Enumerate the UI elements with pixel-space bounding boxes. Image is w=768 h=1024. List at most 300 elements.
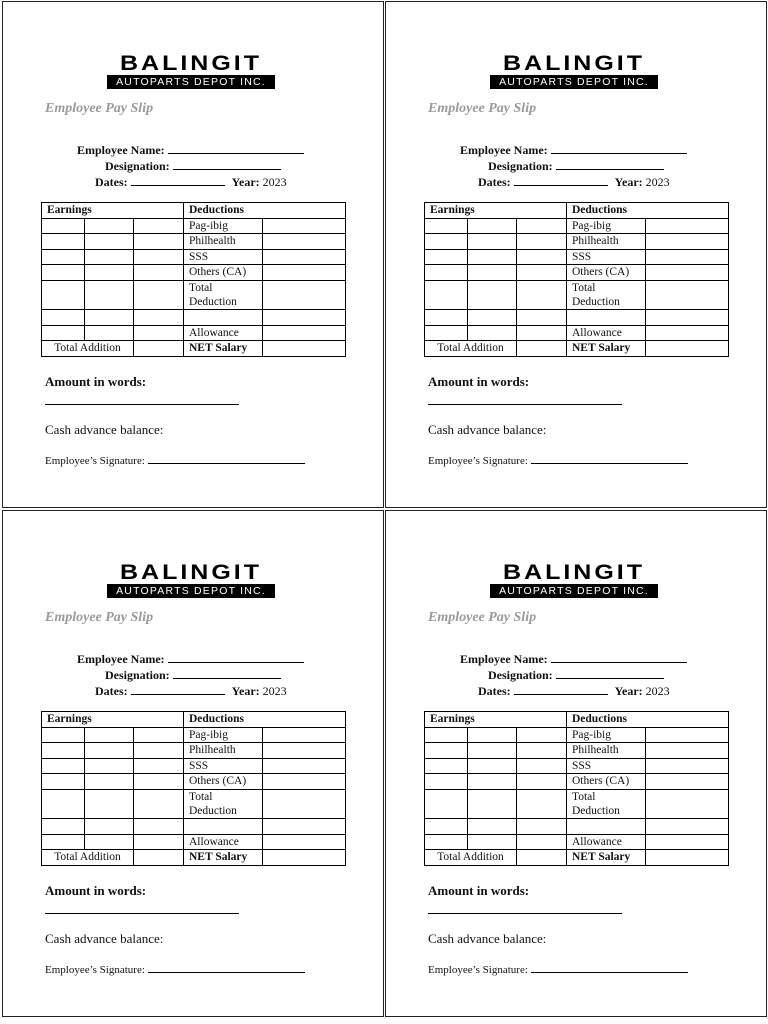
year-label: Year: xyxy=(614,684,643,698)
table-cell[interactable] xyxy=(263,341,346,357)
table-cell[interactable] xyxy=(263,758,346,774)
signature-label: Employee’s Signature: xyxy=(45,455,145,467)
signature-field xyxy=(428,963,688,976)
table-cell[interactable] xyxy=(468,834,517,850)
dates-field xyxy=(95,174,287,190)
table-row xyxy=(42,789,346,818)
employee-name-blank[interactable] xyxy=(168,651,304,663)
cash-advance-label: Cash advance balance: xyxy=(45,422,164,437)
earnings-header: Earnings xyxy=(42,712,184,728)
table-cell[interactable] xyxy=(85,818,134,834)
table-cell[interactable] xyxy=(517,789,567,818)
table-cell[interactable] xyxy=(42,774,85,790)
deductions-header: Deductions xyxy=(184,203,346,219)
table-row xyxy=(425,309,729,325)
total-addition-label: Total Addition xyxy=(425,850,517,866)
signature-blank[interactable] xyxy=(531,963,688,973)
table-cell[interactable] xyxy=(646,309,729,325)
signature-field xyxy=(45,963,305,976)
earnings-header: Earnings xyxy=(42,203,184,219)
table-cell[interactable] xyxy=(646,818,729,834)
table-cell[interactable] xyxy=(646,727,729,743)
table-cell[interactable] xyxy=(468,789,517,818)
table-row xyxy=(425,774,729,790)
year-label: Year: xyxy=(614,175,643,189)
table-row xyxy=(42,234,346,250)
designation-blank[interactable] xyxy=(556,667,664,679)
table-cell[interactable] xyxy=(646,834,729,850)
total-addition-label: Total Addition xyxy=(425,341,517,357)
table-cell[interactable] xyxy=(42,834,85,850)
table-cell[interactable] xyxy=(517,743,567,759)
table-cell[interactable] xyxy=(517,850,567,866)
table-cell[interactable] xyxy=(425,234,468,250)
table-cell[interactable] xyxy=(85,789,134,818)
logo-brand: BALINGIT xyxy=(502,560,646,585)
table-row xyxy=(42,774,346,790)
table-cell[interactable] xyxy=(263,818,346,834)
table-cell[interactable] xyxy=(468,309,517,325)
table-row xyxy=(425,203,729,219)
total-deduction-line1: Total xyxy=(572,790,596,803)
year-label: Year: xyxy=(231,684,260,698)
table-cell[interactable] xyxy=(85,774,134,790)
table-cell[interactable] xyxy=(134,341,184,357)
table-cell[interactable] xyxy=(263,325,346,341)
pay-slip-4 xyxy=(385,510,767,1017)
table-cell[interactable] xyxy=(85,234,134,250)
table-row xyxy=(425,265,729,281)
table-cell[interactable] xyxy=(468,774,517,790)
designation-label: Designation: xyxy=(105,159,170,173)
slip-title: Employee Pay Slip xyxy=(428,610,537,625)
table-cell[interactable] xyxy=(42,249,85,265)
logo-brand: BALINGIT xyxy=(119,560,263,585)
total-addition-label: Total Addition xyxy=(42,850,134,866)
table-row xyxy=(425,249,729,265)
table-row xyxy=(425,218,729,234)
year-value: 2023 xyxy=(645,684,670,698)
net-salary-label: NET Salary xyxy=(567,341,646,357)
table-cell[interactable] xyxy=(134,265,184,281)
employee-name-label: Employee Name: xyxy=(77,143,165,157)
table-cell[interactable] xyxy=(468,280,517,309)
total-deduction-line1: Total xyxy=(572,281,596,294)
table-cell[interactable] xyxy=(646,789,729,818)
table-row xyxy=(42,280,346,309)
allowance-label: Allowance xyxy=(567,834,646,850)
table-row xyxy=(425,325,729,341)
employee-name-field xyxy=(460,142,687,158)
company-logo xyxy=(107,560,275,598)
total-deduction-line2: Deduction xyxy=(572,804,620,817)
table-cell[interactable] xyxy=(85,325,134,341)
table-cell[interactable] xyxy=(184,309,263,325)
employee-name-field xyxy=(77,651,304,667)
table-cell[interactable] xyxy=(134,309,184,325)
amount-in-words-line[interactable] xyxy=(45,913,239,914)
logo-subtitle: AUTOPARTS DEPOT INC. xyxy=(490,75,658,89)
table-cell[interactable] xyxy=(42,234,85,250)
dates-field xyxy=(478,174,670,190)
table-cell[interactable] xyxy=(517,834,567,850)
table-cell[interactable] xyxy=(425,789,468,818)
designation-label: Designation: xyxy=(488,159,553,173)
table-cell[interactable] xyxy=(134,280,184,309)
pay-table xyxy=(424,202,729,357)
table-cell[interactable] xyxy=(42,727,85,743)
pay-slip-1 xyxy=(2,1,384,508)
table-cell[interactable] xyxy=(134,743,184,759)
allowance-label: Allowance xyxy=(184,834,263,850)
table-row xyxy=(425,341,729,357)
company-logo xyxy=(107,51,275,89)
total-deduction-line1: Total xyxy=(189,790,213,803)
deduction-pagibig-label: Pag-ibig xyxy=(567,727,646,743)
table-cell[interactable] xyxy=(425,743,468,759)
table-cell[interactable] xyxy=(517,774,567,790)
table-cell[interactable] xyxy=(134,834,184,850)
net-salary-label: NET Salary xyxy=(184,341,263,357)
allowance-label: Allowance xyxy=(567,325,646,341)
table-row xyxy=(42,758,346,774)
table-cell[interactable] xyxy=(646,774,729,790)
deductions-header: Deductions xyxy=(567,712,729,728)
year-label: Year: xyxy=(231,175,260,189)
table-cell[interactable] xyxy=(134,218,184,234)
table-cell[interactable] xyxy=(425,727,468,743)
signature-blank[interactable] xyxy=(531,454,688,464)
table-row xyxy=(425,818,729,834)
table-cell[interactable] xyxy=(134,850,184,866)
table-cell[interactable] xyxy=(425,834,468,850)
table-cell[interactable] xyxy=(85,280,134,309)
table-cell[interactable] xyxy=(263,774,346,790)
company-logo xyxy=(490,560,658,598)
slip-title: Employee Pay Slip xyxy=(45,610,154,625)
table-cell[interactable] xyxy=(85,758,134,774)
dates-blank[interactable] xyxy=(131,174,225,186)
total-deduction-label xyxy=(184,280,263,309)
dates-field xyxy=(95,683,287,699)
table-cell[interactable] xyxy=(134,727,184,743)
table-cell[interactable] xyxy=(42,789,85,818)
signature-blank[interactable] xyxy=(148,963,305,973)
dates-label: Dates: xyxy=(95,175,128,189)
table-cell[interactable] xyxy=(263,850,346,866)
amount-in-words-line[interactable] xyxy=(45,404,239,405)
table-row xyxy=(42,743,346,759)
net-salary-label: NET Salary xyxy=(184,850,263,866)
table-cell[interactable] xyxy=(134,774,184,790)
earnings-header: Earnings xyxy=(425,203,567,219)
table-cell[interactable] xyxy=(425,818,468,834)
total-deduction-line2: Deduction xyxy=(572,295,620,308)
table-cell[interactable] xyxy=(42,218,85,234)
table-cell[interactable] xyxy=(425,325,468,341)
table-cell[interactable] xyxy=(517,218,567,234)
table-row xyxy=(425,727,729,743)
amount-in-words-line[interactable] xyxy=(428,404,622,405)
dates-blank[interactable] xyxy=(514,683,608,695)
total-deduction-line2: Deduction xyxy=(189,804,237,817)
table-cell[interactable] xyxy=(42,758,85,774)
table-row xyxy=(42,341,346,357)
table-cell[interactable] xyxy=(134,325,184,341)
table-cell[interactable] xyxy=(85,265,134,281)
table-cell[interactable] xyxy=(567,818,646,834)
table-row xyxy=(42,818,346,834)
table-cell[interactable] xyxy=(468,325,517,341)
employee-name-blank[interactable] xyxy=(168,142,304,154)
deduction-philhealth-label: Philhealth xyxy=(184,743,263,759)
table-cell[interactable] xyxy=(134,234,184,250)
deduction-philhealth-label: Philhealth xyxy=(567,234,646,250)
signature-blank[interactable] xyxy=(148,454,305,464)
table-cell[interactable] xyxy=(425,758,468,774)
table-cell[interactable] xyxy=(468,234,517,250)
deduction-others-label: Others (CA) xyxy=(567,774,646,790)
table-cell[interactable] xyxy=(468,743,517,759)
deductions-header: Deductions xyxy=(184,712,346,728)
year-value: 2023 xyxy=(262,684,287,698)
table-cell[interactable] xyxy=(134,249,184,265)
table-cell[interactable] xyxy=(646,743,729,759)
table-row xyxy=(425,234,729,250)
table-cell[interactable] xyxy=(468,218,517,234)
table-cell[interactable] xyxy=(134,758,184,774)
table-row xyxy=(42,834,346,850)
table-cell[interactable] xyxy=(646,218,729,234)
table-row xyxy=(42,249,346,265)
year-value: 2023 xyxy=(262,175,287,189)
table-cell[interactable] xyxy=(646,325,729,341)
total-deduction-label xyxy=(184,789,263,818)
table-cell[interactable] xyxy=(263,727,346,743)
table-cell[interactable] xyxy=(517,758,567,774)
table-cell[interactable] xyxy=(42,280,85,309)
pay-slip-2 xyxy=(385,1,767,508)
designation-label: Designation: xyxy=(105,668,170,682)
table-cell[interactable] xyxy=(517,727,567,743)
signature-field xyxy=(45,454,305,467)
table-cell[interactable] xyxy=(425,280,468,309)
employee-name-label: Employee Name: xyxy=(460,652,548,666)
logo-brand: BALINGIT xyxy=(502,51,646,76)
amount-in-words-label: Amount in words: xyxy=(45,883,147,898)
table-cell[interactable] xyxy=(425,249,468,265)
table-row xyxy=(425,758,729,774)
table-row xyxy=(42,265,346,281)
table-cell[interactable] xyxy=(468,265,517,281)
cash-advance-label: Cash advance balance: xyxy=(428,422,547,437)
designation-field xyxy=(105,158,281,174)
table-cell[interactable] xyxy=(425,309,468,325)
table-cell[interactable] xyxy=(263,309,346,325)
table-cell[interactable] xyxy=(646,265,729,281)
deduction-sss-label: SSS xyxy=(567,758,646,774)
table-row xyxy=(425,850,729,866)
total-addition-label: Total Addition xyxy=(42,341,134,357)
table-cell[interactable] xyxy=(263,280,346,309)
company-logo xyxy=(490,51,658,89)
designation-blank[interactable] xyxy=(173,158,281,170)
deduction-sss-label: SSS xyxy=(184,758,263,774)
table-cell[interactable] xyxy=(263,218,346,234)
earnings-header: Earnings xyxy=(425,712,567,728)
designation-field xyxy=(105,667,281,683)
employee-name-field xyxy=(460,651,687,667)
deduction-others-label: Others (CA) xyxy=(184,774,263,790)
logo-brand: BALINGIT xyxy=(119,51,263,76)
table-cell[interactable] xyxy=(85,727,134,743)
deduction-others-label: Others (CA) xyxy=(184,265,263,281)
table-row xyxy=(425,712,729,728)
table-row xyxy=(425,743,729,759)
table-cell[interactable] xyxy=(646,249,729,265)
cash-advance-label: Cash advance balance: xyxy=(45,931,164,946)
table-cell[interactable] xyxy=(263,834,346,850)
table-cell[interactable] xyxy=(184,818,263,834)
designation-field xyxy=(488,158,664,174)
deduction-philhealth-label: Philhealth xyxy=(567,743,646,759)
pay-slip-3 xyxy=(2,510,384,1017)
table-cell[interactable] xyxy=(646,850,729,866)
table-cell[interactable] xyxy=(468,758,517,774)
table-cell[interactable] xyxy=(42,743,85,759)
table-cell[interactable] xyxy=(134,818,184,834)
table-cell[interactable] xyxy=(517,280,567,309)
employee-name-label: Employee Name: xyxy=(77,652,165,666)
deduction-others-label: Others (CA) xyxy=(567,265,646,281)
employee-name-blank[interactable] xyxy=(551,651,687,663)
table-cell[interactable] xyxy=(42,265,85,281)
signature-label: Employee’s Signature: xyxy=(428,964,528,976)
signature-field xyxy=(428,454,688,467)
table-cell[interactable] xyxy=(468,818,517,834)
year-value: 2023 xyxy=(645,175,670,189)
total-deduction-label xyxy=(567,280,646,309)
table-cell[interactable] xyxy=(517,818,567,834)
amount-in-words-label: Amount in words: xyxy=(428,374,530,389)
designation-field xyxy=(488,667,664,683)
table-cell[interactable] xyxy=(263,789,346,818)
table-cell[interactable] xyxy=(517,234,567,250)
table-cell[interactable] xyxy=(646,280,729,309)
deduction-sss-label: SSS xyxy=(184,249,263,265)
dates-label: Dates: xyxy=(478,175,511,189)
logo-subtitle: AUTOPARTS DEPOT INC. xyxy=(107,584,275,598)
signature-label: Employee’s Signature: xyxy=(45,964,145,976)
pay-table xyxy=(41,711,346,866)
table-cell[interactable] xyxy=(517,249,567,265)
table-cell[interactable] xyxy=(85,309,134,325)
deduction-pagibig-label: Pag-ibig xyxy=(184,218,263,234)
table-cell[interactable] xyxy=(85,834,134,850)
table-row xyxy=(425,789,729,818)
table-cell[interactable] xyxy=(646,758,729,774)
table-cell[interactable] xyxy=(468,249,517,265)
amount-in-words-label: Amount in words: xyxy=(45,374,147,389)
table-cell[interactable] xyxy=(567,309,646,325)
dates-field xyxy=(478,683,670,699)
table-row xyxy=(42,309,346,325)
signature-label: Employee’s Signature: xyxy=(428,455,528,467)
table-cell[interactable] xyxy=(85,249,134,265)
table-cell[interactable] xyxy=(517,309,567,325)
table-row xyxy=(425,834,729,850)
table-cell[interactable] xyxy=(85,218,134,234)
slip-title: Employee Pay Slip xyxy=(428,101,537,116)
table-cell[interactable] xyxy=(42,325,85,341)
table-cell[interactable] xyxy=(517,325,567,341)
table-cell[interactable] xyxy=(134,789,184,818)
table-cell[interactable] xyxy=(42,818,85,834)
designation-label: Designation: xyxy=(488,668,553,682)
table-cell[interactable] xyxy=(517,265,567,281)
table-row xyxy=(42,218,346,234)
table-cell[interactable] xyxy=(425,265,468,281)
pay-table xyxy=(41,202,346,357)
pay-table xyxy=(424,711,729,866)
dates-blank[interactable] xyxy=(514,174,608,186)
table-row xyxy=(42,850,346,866)
logo-subtitle: AUTOPARTS DEPOT INC. xyxy=(107,75,275,89)
deduction-pagibig-label: Pag-ibig xyxy=(567,218,646,234)
table-cell[interactable] xyxy=(646,341,729,357)
deduction-pagibig-label: Pag-ibig xyxy=(184,727,263,743)
deductions-header: Deductions xyxy=(567,203,729,219)
table-cell[interactable] xyxy=(517,341,567,357)
table-row xyxy=(425,280,729,309)
table-cell[interactable] xyxy=(646,234,729,250)
total-deduction-line1: Total xyxy=(189,281,213,294)
designation-blank[interactable] xyxy=(556,158,664,170)
table-row xyxy=(42,325,346,341)
employee-name-blank[interactable] xyxy=(551,142,687,154)
dates-label: Dates: xyxy=(478,684,511,698)
table-cell[interactable] xyxy=(263,249,346,265)
employee-name-label: Employee Name: xyxy=(460,143,548,157)
table-cell[interactable] xyxy=(425,774,468,790)
allowance-label: Allowance xyxy=(184,325,263,341)
amount-in-words-label: Amount in words: xyxy=(428,883,530,898)
employee-name-field xyxy=(77,142,304,158)
table-cell[interactable] xyxy=(42,309,85,325)
amount-in-words-line[interactable] xyxy=(428,913,622,914)
table-cell[interactable] xyxy=(263,265,346,281)
table-cell[interactable] xyxy=(263,743,346,759)
table-cell[interactable] xyxy=(425,218,468,234)
deduction-philhealth-label: Philhealth xyxy=(184,234,263,250)
dates-blank[interactable] xyxy=(131,683,225,695)
cash-advance-label: Cash advance balance: xyxy=(428,931,547,946)
total-deduction-line2: Deduction xyxy=(189,295,237,308)
table-cell[interactable] xyxy=(85,743,134,759)
designation-blank[interactable] xyxy=(173,667,281,679)
table-row xyxy=(42,712,346,728)
net-salary-label: NET Salary xyxy=(567,850,646,866)
table-cell[interactable] xyxy=(263,234,346,250)
total-deduction-label xyxy=(567,789,646,818)
deduction-sss-label: SSS xyxy=(567,249,646,265)
logo-subtitle: AUTOPARTS DEPOT INC. xyxy=(490,584,658,598)
dates-label: Dates: xyxy=(95,684,128,698)
table-row xyxy=(42,203,346,219)
table-row xyxy=(42,727,346,743)
table-cell[interactable] xyxy=(468,727,517,743)
slip-title: Employee Pay Slip xyxy=(45,101,154,116)
